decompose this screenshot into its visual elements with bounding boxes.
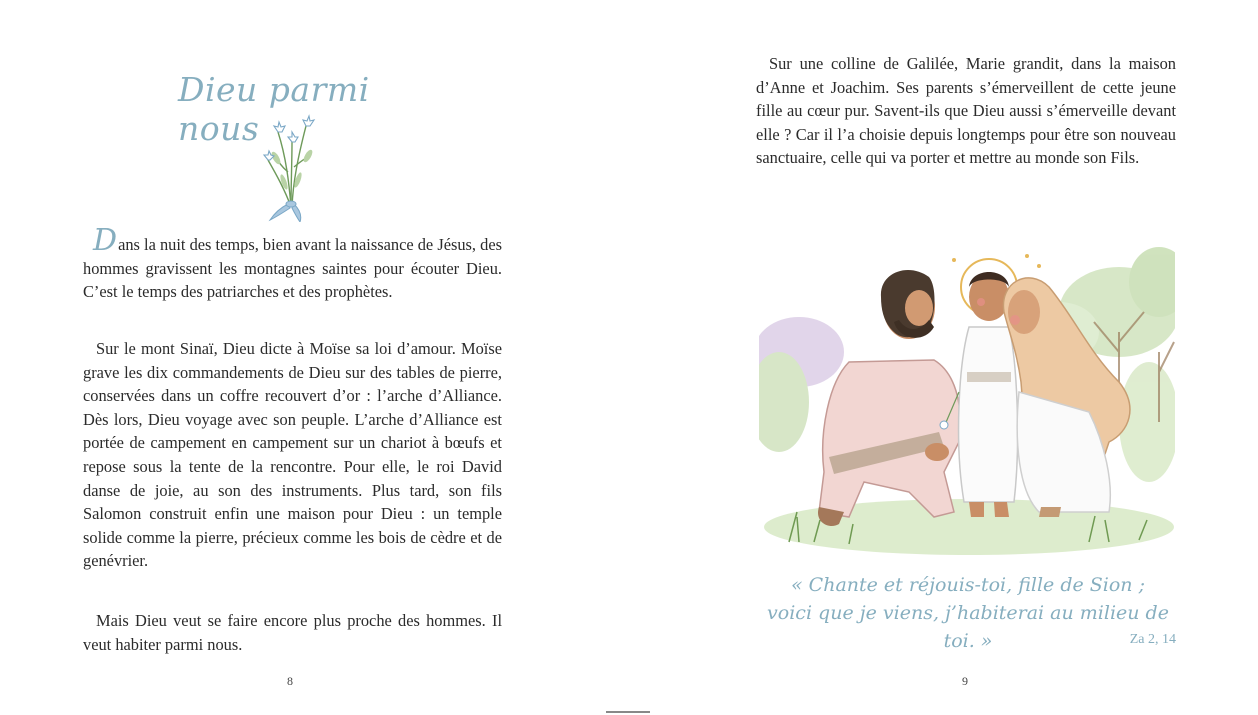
scripture-reference: Za 2, 14 (1129, 632, 1176, 647)
paragraph-1 (83, 223, 502, 304)
scripture-quote (760, 571, 1176, 655)
drop-cap: D (93, 223, 118, 258)
paragraph-3 (83, 609, 502, 656)
paragraph-2 (83, 337, 502, 573)
paragraph-3-text: Mais Dieu veut se faire encore plus proche des hommes. Il veut habiter parmi nous. (83, 611, 502, 654)
quote-line-2: voici que je viens, j’habiterai au milieu de toi. » (767, 602, 1169, 652)
lily-bouquet-icon (258, 112, 324, 222)
holy-family-illustration (759, 242, 1175, 560)
right-page (629, 0, 1258, 715)
gutter-divider (606, 711, 650, 713)
right-paragraph (756, 52, 1176, 170)
right-paragraph-text: Sur une colline de Galilée, Marie grandit, dans la maison d’Anne et Joachim. Ses parents s’émerveillent de cette jeune fille au cœur pur. Savent-ils que Dieu aussi s’émerveille devant elle ? Car il l’a choisie depuis longtemps pour être son nouveau sanctuaire, celle qui va porter et mettre au monde son Fils. (756, 54, 1176, 168)
chapter-title: Dieu parmi nous (178, 70, 370, 148)
quote-line-1: « Chante et réjouis-toi, fille de Sion ; (791, 574, 1145, 596)
page-number-right: 9 (962, 674, 968, 688)
paragraph-2-text: Sur le mont Sinaï, Dieu dicte à Moïse sa loi d’amour. Moïse grave les dix commandements de Dieu sur des tables de pierre, conservées dans un coffre recouvert d’or : l’arche d’Alliance. Dès lors, Dieu voyage avec son peuple. L’arche d’Alliance est portée de campement en campement sur un chariot à bœufs et repose sous la tente de la rencontre. Pour elle, le roi David danse de joie, au son des instruments. Plus tard, son fils Salomon construit enfin une maison pour Dieu : un temple solide comme la pierre, précieux comme les bois de cèdre et de genévrier. (83, 339, 502, 571)
paragraph-1-text: ans la nuit des temps, bien avant la naissance de Jésus, des hommes gravissent les montagnes saintes pour écouter Dieu. C’est le temps des patriarches et des prophètes. (83, 235, 502, 302)
page-number-left: 8 (287, 674, 293, 688)
